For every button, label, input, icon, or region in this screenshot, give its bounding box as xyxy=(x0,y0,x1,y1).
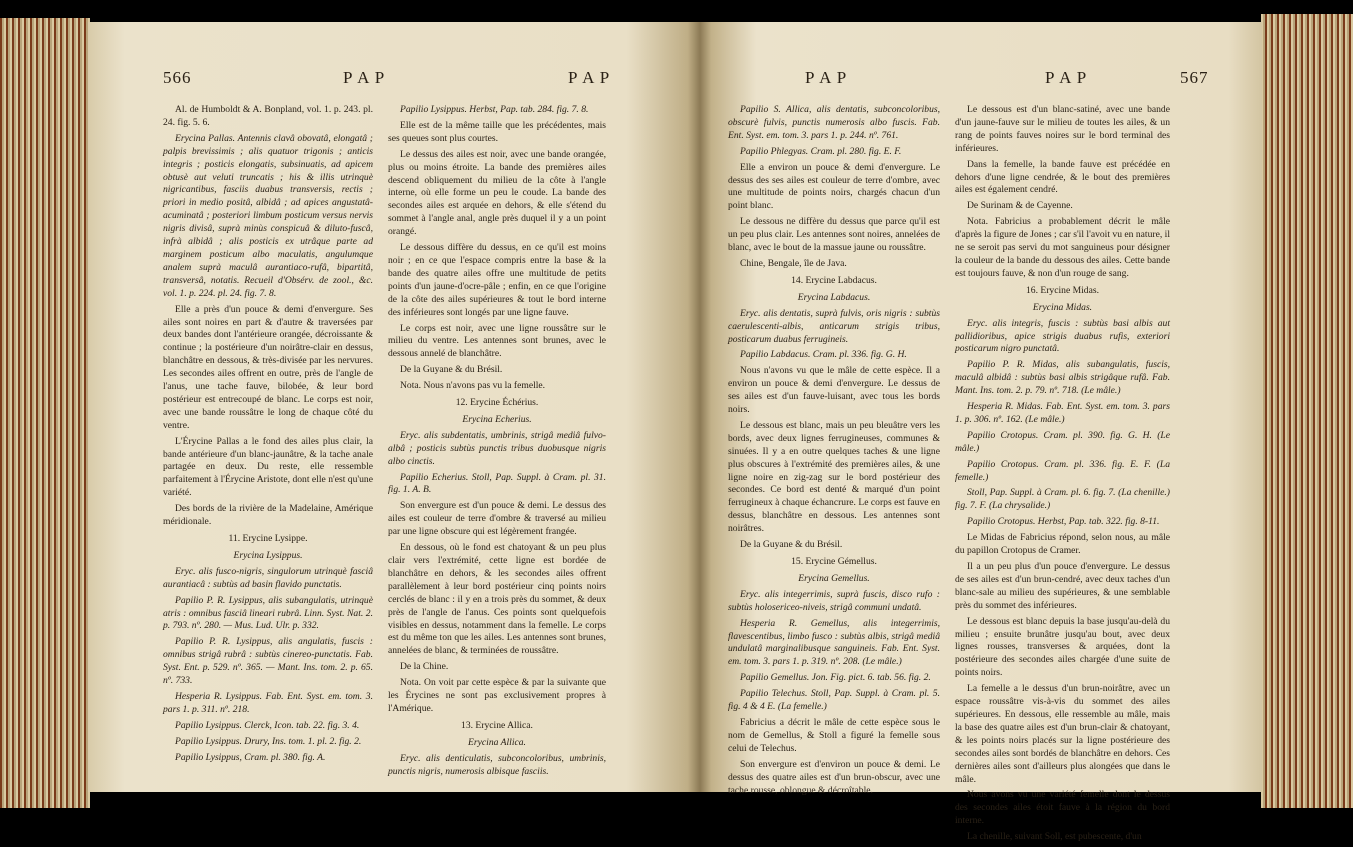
citation: Papilio P. R. Lysippus, alis subangulatis, utrinquè atris : omnibus fasciâ lineari rubrâ. Linn. Syst. Nat. 2. p. 793. nº. 280. — Mus. Lud. Ulr. p. 332. xyxy=(163,594,373,632)
citation: Eryc. alis integris, fuscis : subtùs basi albis aut pallidioribus, apice strigis duabus rufis, exteriori posticarum nigro punctatâ. xyxy=(955,317,1170,355)
paragraph: La femelle a le dessus d'un brun-noirâtre, avec un espace roussâtre vis-à-vis du sommet des ailes supérieures. En dessous, elle ressemble au mâle, mais la base des quatre ailes est d'un brun-clair & chatoyant, & les points noirs placés sur la ligne postérieure des secondes ailes sont bordés de blanchâtre en dehors. Ces dernières ailes sont d'ailleurs plus alongées que dans le mâle. xyxy=(955,683,1170,785)
paragraph: Le dessous est blanc depuis la base jusqu'au-delà du milieu ; ensuite brunâtre jusqu'au bout, avec deux lignes rousses, transverses & arquées, dont la postérieure des secondes ailes chargée d'une suite de points noirs. xyxy=(955,615,1170,679)
species-heading: 16. Erycine Midas. xyxy=(1025,284,1099,296)
paragraph: Elle est de la même taille que les précédentes, mais ses queues sont plus courtes. xyxy=(388,119,606,144)
paragraph: Le dessous ne diffère du dessus que parce qu'il est un peu plus clair. Les antennes sont noires, annelées de blanc, avec le bout de la massue jaune ou roussâtre. xyxy=(728,216,940,254)
paragraph: La chenille, suivant Soll, est pubescente, d'un xyxy=(967,831,1142,843)
paragraph: Nota. Fabricius a probablement décrit le mâle d'après la figure de Jones ; car s'il l'avoit vu en nature, il ne se seroit pas servi du mot sanguineus pour désigner la couleur de la bande du dessous des ailes. Cette bande est toujours fauve, & non d'un rouge de sang. xyxy=(955,216,1170,279)
citation: Hesperia R. Gemellus, alis integerrimis, flavescentibus, limbo fusco : subtùs albis, strigâ mediâ undulatâ marginalibusque sanguineis. Fab. Ent. Syst. em. tom. 3. pars 1. p. 319. nº. 208. (Le mâle.) xyxy=(728,617,940,668)
citation: Papilio Crotopus. Herbst, Pap. tab. 322. fig. 8-11. xyxy=(967,516,1160,528)
paragraph: Chine, Bengale, île de Java. xyxy=(740,257,847,269)
right-page-column-2 xyxy=(955,104,1170,847)
paragraph: Nous avons vu une variété femelle dont le dessus des secondes ailes étoit fauve à la région du bord interne. xyxy=(955,789,1170,827)
paragraph: Son envergure est d'un pouce & demi. Le dessus des ailes est couleur de terre d'ombre & traversé au milieu par une ligne obscure qui est légèrement frangée. xyxy=(388,500,606,538)
citation: Hesperia R. Lysippus. Fab. Ent. Syst. em. tom. 3. pars 1. p. 311. nº. 218. xyxy=(163,690,373,715)
citation: Papilio Lysippus. Drury, Ins. tom. 1. pl. 2. fig. 2. xyxy=(175,735,362,747)
paragraph: Dans la femelle, la bande fauve est précédée en dehors d'une ligne cendrée, & le bout des premières ailes est également cendré. xyxy=(955,158,1170,196)
left-page-column-2 xyxy=(388,104,606,782)
species-latin-name: Erycina Echerius. xyxy=(462,413,532,425)
citation: Papilio Phlegyas. Cram. pl. 280. fig. E. F. xyxy=(740,145,902,157)
running-head-right-col1: P A P xyxy=(805,68,848,87)
paragraph: Des bords de la rivière de la Madelaine, Amérique méridionale. xyxy=(163,503,373,528)
species-latin-name: Erycina Labdacus. xyxy=(797,291,871,303)
paragraph: L'Érycine Pallas a le fond des ailes plus clair, la bande antérieure d'un blanc-jaunâtre, & la tache anale partagée en deux. Du reste, elle ressemble parfaitement à l'Érycine Aristote, dont elle n'est qu'une variété. xyxy=(163,435,373,499)
species-heading: 11. Erycine Lysippe. xyxy=(228,533,308,544)
citation: Stoll, Pap. Suppl. à Cram. pl. 6. fig. 7. (La chenille.) fig. 7. F. (La chrysalide.) xyxy=(955,487,1170,512)
paragraph: Nous n'avons vu que le mâle de cette espèce. Il a environ un pouce & demi d'envergure. Le dessus de ses ailes est d'un fauve-luisant, avec tous les bords noirs. xyxy=(728,365,940,416)
page-number-left: 566 xyxy=(163,68,192,87)
paragraph: Le Midas de Fabricius répond, selon nous, au mâle du papillon Crotopus de Cramer. xyxy=(955,532,1170,557)
citation: Papilio Lysippus. Clerck, Icon. tab. 22. fig. 3. 4. xyxy=(175,719,360,731)
species-latin-name: Erycina Gemellus. xyxy=(798,572,870,584)
citation: Papilio Telechus. Stoll, Pap. Suppl. à Cram. pl. 5. fig. 4 & 4 E. (La femelle.) xyxy=(728,688,940,713)
citation: Papilio Lysippus. Herbst, Pap. tab. 284. fig. 7. 8. xyxy=(400,104,589,115)
paragraph: De la Chine. xyxy=(400,661,449,673)
paragraph: Le dessus des ailes est noir, avec une bande orangée, plus ou moins étroite. La bande des premières ailes descend obliquement du milieu de la côte à l'angle interne, où elle forme un peu le coude. La bande des secondes ailes est arquée en dehors, & elle s'étend du sommet à l'angle anal, angle près duquel il y a un point orangé. xyxy=(388,148,606,238)
running-head-left-col1: P A P xyxy=(343,68,386,87)
species-latin-name: Erycina Allica. xyxy=(468,736,526,748)
running-head-left-col2: P A P xyxy=(568,68,611,87)
page-edges-right xyxy=(1261,14,1353,808)
citation: Papilio Crotopus. Cram. pl. 390. fig. G. H. (Le mâle.) xyxy=(955,429,1170,454)
right-page xyxy=(700,22,1262,843)
left-page-column-1 xyxy=(163,104,373,768)
paragraph: Le dessous est d'un blanc-satiné, avec une bande d'un jaune-fauve sur le milieu de toutes les ailes, & un rang de points fauves noires sur le bord terminal des inférieures. xyxy=(955,104,1170,154)
citation: Erycina Pallas. Antennis clavâ obovatâ, elongatâ ; palpis brevissimis ; alis quatuor trigonis ; anticis integris ; posticis elongatis, subsinuatis, ad apicem obtusè aut veluti truncatis ; his & illis utrinquè nigricantibus, fasciis duabus transversis, rectis ; priori in medio positâ, albidâ ; ad apices angustatâ-acuminatâ ; posteriori limbum posticum versus nervis nigris divisâ, suprà minùs conspicuâ & diluto-fuscâ, infrà albidâ ; alis posticis ex utrâque parte ad marginem posticum albo maculatis, angulumque analem suprà maculâ aurantiaco-rufâ, bipartitâ, transversâ, notatis. Recueil d'Obsérv. de zool., &c. vol. 1. p. 224. pl. 24. fig. 7. 8. xyxy=(163,132,373,299)
species-heading: 15. Erycine Gémellus. xyxy=(791,556,877,567)
species-heading: 14. Erycine Labdacus. xyxy=(791,274,877,286)
species-heading: 12. Erycine Échérius. xyxy=(455,397,539,409)
paragraph: Le corps est noir, avec une ligne roussâtre sur le milieu du ventre. Les antennes sont brunes, avec le dessous annelé de blanchâtre. xyxy=(388,322,606,360)
paragraph: Elle a environ un pouce & demi d'envergure. Le dessus des ses ailes est couleur de terre d'ombre, avec une multitude de points noirs, chargés chacun d'un point blanc. xyxy=(728,161,940,212)
paragraph: De Surinam & de Cayenne. xyxy=(967,200,1073,212)
citation: Eryc. alis dentatis, suprà fulvis, oris nigris : subtùs caerulescenti-albis, anticarum strigis tribus, posticarum duabus ferrugineis. xyxy=(728,307,940,345)
citation: Eryc. alis fusco-nigris, singulorum utrinquè fasciâ aurantiacâ : subtùs ad basin flavido punctatis. xyxy=(163,565,373,590)
citation: Papilio Labdacus. Cram. pl. 336. fig. G. H. xyxy=(740,349,907,361)
paragraph: En dessous, où le fond est chatoyant & un peu plus clair vers l'extrémité, cette ligne est bordée de blanchâtre en dehors, & les secondes ailes offrent parallèlement à leur bord postérieur cinq points noirs cerclés de blanc : il y en a trois près du sommet, & deux près de l'angle de l'anus. Ces points sont quelquefois visibles en dessus, notamment dans la femelle. Le corps est du même ton que les ailes. Les antennes sont brunes, annelées de blanc, & terminées de roussâtre. xyxy=(388,542,606,657)
page-number-right: 567 xyxy=(1180,68,1209,87)
citation: Papilio P. R. Lysippus, alis angulatis, fuscis : omnibus strigâ rubrâ : subtùs cinereo-punctatis. Fab. Syst. Ent. p. 529. nº. 365. — Mant. Ins. tom. 2. p. 65. nº. 733. xyxy=(163,636,373,687)
left-page xyxy=(88,22,700,792)
paragraph: Son envergure est d'environ un pouce & demi. Le dessus des quatre ailes est d'un brun-obscur, avec une tache rousse, oblongue & décroîtable. xyxy=(728,758,940,796)
right-page-column-1 xyxy=(728,104,940,800)
citation: Hesperia R. Midas. Fab. Ent. Syst. em. tom. 3. pars 1. p. 306. nº. 162. (Le mâle.) xyxy=(955,401,1170,425)
citation: Papilio S. Allica, alis dentatis, subconcoloribus, obscurè fulvis, punctis numerosis albo fuscis. Fab. Ent. Syst. em. tom. 3. pars 1. p. 244. nº. 761. xyxy=(728,104,940,141)
citation: Papilio Gemellus. Jon. Fig. pict. 6. tab. 56. fig. 2. xyxy=(740,672,931,684)
citation: Papilio P. R. Midas, alis subangulatis, fuscis, maculâ albidâ : subtùs basi albis strigâque rufâ. Fab. Mant. Ins. tom. 2. p. 79. nº. 718. (Le mâle.) xyxy=(955,359,1170,397)
citation: Papilio Crotopus. Cram. pl. 336. fig. E. F. (La femelle.) xyxy=(955,458,1170,483)
citation: Papilio Echerius. Stoll, Pap. Suppl. à Cram. pl. 31. fig. 1. A. B. xyxy=(388,471,606,496)
paragraph: De la Guyane & du Brésil. xyxy=(740,539,843,551)
paragraph: Al. de Humboldt & A. Bonpland, vol. 1. p. 243. pl. 24. fig. 5. 6. xyxy=(163,104,373,128)
species-heading: 13. Erycine Allica. xyxy=(461,719,533,731)
page-edges-left xyxy=(0,18,90,808)
citation: Papilio Lysippus, Cram. pl. 380. fig. A. xyxy=(175,751,326,763)
citation: Eryc. alis denticulatis, subconcoloribus, umbrinis, punctis nigris, numerosis albisque fasciis. xyxy=(388,752,606,777)
citation: Eryc. alis integerrimis, suprà fuscis, disco rufo : subtùs holosericeo-niveis, strigâ communi undatâ. xyxy=(728,588,940,613)
paragraph: Nota. Nous n'avons pas vu la femelle. xyxy=(400,380,546,392)
paragraph: De la Guyane & du Brésil. xyxy=(400,364,503,376)
citation: Eryc. alis subdentatis, umbrinis, strigâ mediâ fulvo-albâ ; posticis subtùs punctis tribus duobusque nigris albo cinctis. xyxy=(388,429,606,467)
paragraph: Il a un peu plus d'un pouce d'envergure. Le dessus de ses ailes est d'un brun-cendré, avec deux taches d'un blanc-sale au milieu des supérieures, & une semblable près du sommet des inférieures. xyxy=(955,561,1170,611)
species-latin-name: Erycina Lysippus. xyxy=(233,549,303,561)
species-latin-name: Erycina Midas. xyxy=(1032,301,1093,313)
paragraph: Le dessous diffère du dessus, en ce qu'il est moins noir ; en ce que l'espace compris entre la base & la bande des quatre ailes offre une multitude de petits points d'un jaune-d'ocre-pâle ; enfin, en ce que l'origine de la côte des ailes supérieures & tout le bord interne des inférieures sont longés par une ligne fauve. xyxy=(388,242,606,318)
paragraph: Nota. On voit par cette espèce & par la suivante que les Érycines ne sont pas exclusivement propres à l'Amérique. xyxy=(388,677,606,714)
paragraph: Fabricius a décrit le mâle de cette espèce sous le nom de Gemellus, & Stoll a figuré la femelle sous celui de Telechus. xyxy=(728,716,940,754)
paragraph: Elle a près d'un pouce & demi d'envergure. Ses ailes sont noires en part & d'autre & traversées par deux bandes dont l'antérieure orangée, décroissante & continue ; la postérieure d'un noirâtre-clair en dessus, blanchâtre en dessous, & très-divisée par les nervures. Les secondes ailes offrent en outre, près de l'angle de l'anus, une tache fauve, bilobée, & leur bord postérieur est entrecoupé de blanc. Le corps est noir, avec une bande roussâtre le long de chaque côté du ventre. xyxy=(163,303,373,431)
paragraph: Le dessous est blanc, mais un peu bleuâtre vers les bords, avec deux lignes ferrugineuses, communes & sinuées. Il y a en outre quelques taches & une ligne plus obscures à l'extrémité des premières ailes, & une ligne noire en zig-zag sur le bord postérieur des secondes. Ce bord est denté & marqué d'un point ferrugineux à chaque échancrure. Le corps est fauve en dessus, blanchâtre en dessous. Les antennes sont noirâtres. xyxy=(728,419,940,535)
running-head-right-col2: P A P xyxy=(1045,68,1088,87)
